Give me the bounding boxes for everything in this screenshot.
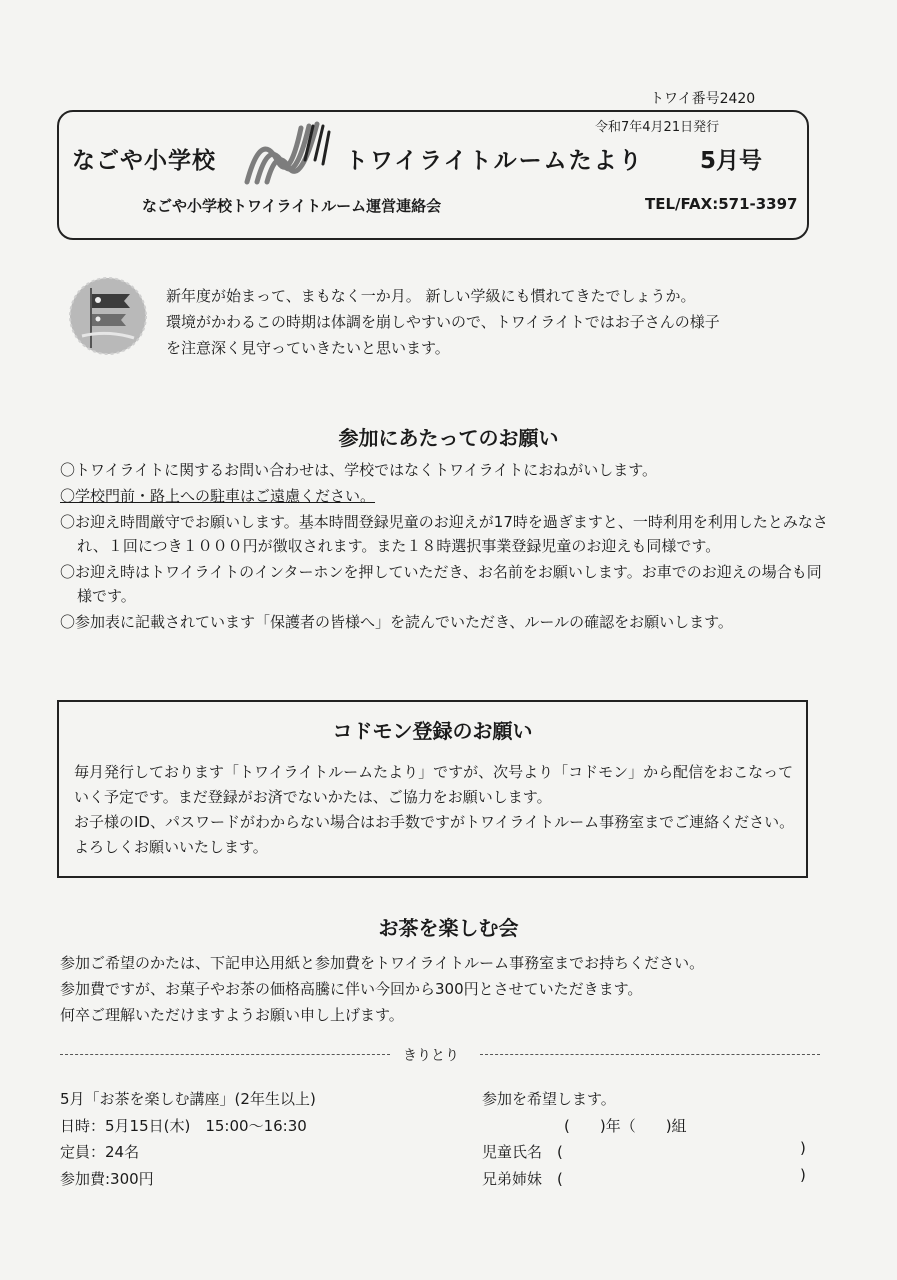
- intro-line: を注意深く見守っていきたいと思います。: [166, 339, 450, 357]
- event-capacity: 定員：24名: [60, 1143, 140, 1161]
- requests-heading: 参加にあたってのお願い: [338, 426, 559, 450]
- tea-text: [60, 950, 840, 1028]
- list-item: 〇トワイライトに関するお問い合わせは、学校ではなくトワイライトにおねがいします。: [60, 461, 658, 479]
- tel-fax: TEL/FAX:571-3397: [645, 195, 798, 213]
- intro-line: 環境がかわるこの時期は体調を崩しやすいので、トワイライトではお子さんの様子: [166, 313, 720, 331]
- siblings-close: ): [800, 1166, 806, 1184]
- cut-line: [480, 1054, 820, 1055]
- parking-notice: 〇学校門前・路上への駐車はご遠慮ください。: [60, 487, 376, 505]
- event-fee: 参加費:300円: [60, 1169, 154, 1188]
- grade-class-field[interactable]: ( )年（ )組: [564, 1116, 687, 1135]
- newsletter-title: トワイライトルームたより: [345, 148, 644, 174]
- list-item: [60, 484, 835, 508]
- event-details: [60, 1086, 316, 1192]
- siblings-field[interactable]: 兄弟姉妹 (: [482, 1169, 563, 1188]
- tea-line: 参加費ですが、お菓子やお茶の価格高騰に伴い今回から300円とさせていただきます。: [60, 980, 643, 998]
- apply-statement: 参加を希望します。: [482, 1090, 616, 1108]
- organization-name: なごや小学校トワイライトルーム運営連絡会: [142, 197, 442, 215]
- intro-line: 新年度が始まって、まもなく一か月。 新しい学級にも慣れてきたでしょうか。: [166, 287, 696, 305]
- child-name-field[interactable]: 児童氏名 (: [482, 1143, 563, 1161]
- event-date: 日時：5月15日(木) 15:00～16:30: [60, 1116, 307, 1135]
- cut-label: きりとり: [403, 1048, 459, 1064]
- kodomon-text: [74, 760, 796, 860]
- school-name: なごや小学校: [72, 148, 216, 174]
- child-name-close: ): [800, 1139, 806, 1157]
- event-course: 5月「お茶を楽しむ講座」(2年生以上): [60, 1090, 316, 1108]
- application-form: [482, 1086, 687, 1192]
- intro-text: [166, 283, 866, 361]
- issue-label: 5月号: [700, 148, 763, 174]
- tea-line: 参加ご希望のかたは、下記申込用紙と参加費をトワイライトルーム事務室までお持ちください。: [60, 954, 705, 972]
- koinobori-icon: [68, 276, 148, 356]
- list-item: 〇お迎え時間厳守でお願いします。基本時間登録児童のお迎えが17時を過ぎますと、一時利用を利用したとみなされ、１回につき１０００円が徴収されます。また１８時選択事業登録児童のお迎えも同様です。: [60, 513, 828, 555]
- document-number: トワイ番号2420: [650, 91, 756, 107]
- kodomon-heading: コドモン登録のお願い: [332, 719, 533, 743]
- kodomon-paragraph: 毎月発行しております「トワイライトルームたより」ですが、次号より「コドモン」から配信をおこなっていく予定です。まだ登録がお済でないかたは、ご協力をお願いします。: [74, 763, 794, 806]
- tea-line: 何卒ご理解いただけますようお願い申し上げます。: [60, 1006, 404, 1024]
- kodomon-paragraph: お子様のID、パスワードがわからない場合はお手数ですがトワイライトルーム事務室までご連絡ください。よろしくお願いいたします。: [74, 813, 795, 856]
- requests-list: [60, 458, 835, 636]
- list-item: 〇お迎え時はトワイライトのインターホンを押していただき、お名前をお願いします。お車でのお迎えの場合も同様です。: [60, 563, 822, 605]
- cut-line: [60, 1054, 390, 1055]
- tea-heading: お茶を楽しむ会: [378, 916, 519, 940]
- twilight-logo-icon: [243, 120, 331, 186]
- list-item: 〇参加表に記載されています「保護者の皆様へ」を読んでいただき、ルールの確認をお願いします。: [60, 613, 733, 631]
- issue-date: 令和7年4月21日発行: [595, 120, 720, 135]
